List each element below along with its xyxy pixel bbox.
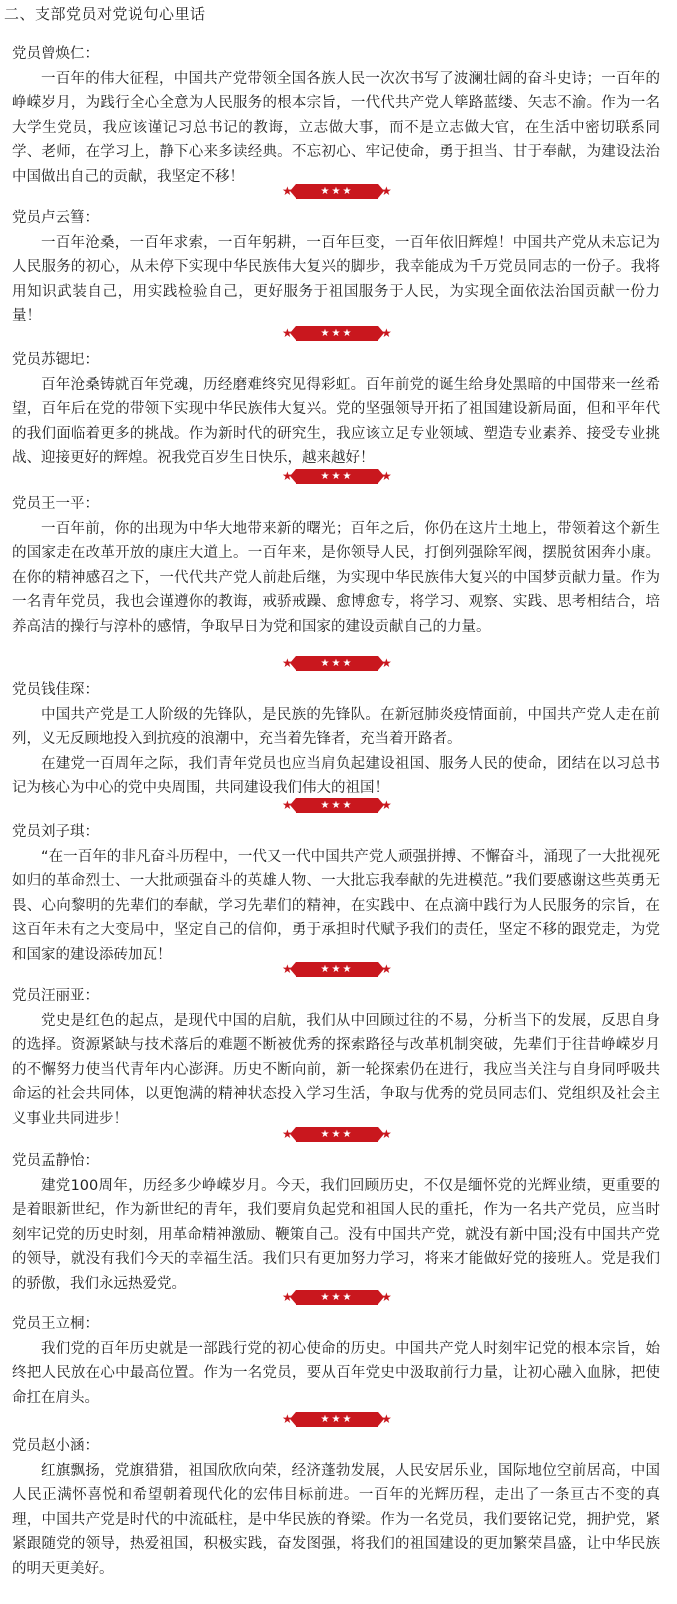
member-block xyxy=(12,984,660,1131)
member-paragraph: 建党100周年，历经多少峥嵘岁月。今天，我们回顾历史，不仅是缅怀党的光辉业绩，更重要的是着眼新世纪，作为新世纪的青年，我们要肩负起党和祖国人民的重托，作为一名共产党员，应当时刻牢记党的历史时刻，用革命精神激励、鞭策自己。没有中国共产党，就没有新中国;没有中国共产党的领导，就没有我们今天的幸福生活。我们只有更加努力学习，将来才能做好党的接班人。党是我们的骄傲，我们永远热爱党。 xyxy=(12,1177,660,1292)
star-divider xyxy=(0,798,677,812)
member-block xyxy=(12,1149,660,1296)
star-icon: ★ xyxy=(282,1290,293,1304)
member-name: 党员卢云篲： xyxy=(12,210,99,226)
star-icon: ★ xyxy=(381,798,392,812)
member-block xyxy=(12,492,660,639)
star-icon: ★ xyxy=(282,962,293,976)
member-paragraph: “在一百年的非凡奋斗历程中，一代又一代中国共产党人顽强拼搏、不懈奋斗，涌现了一大批视死如归的革命烈士、一大批顽强奋斗的英雄人物、一大批忘我奉献的先进模范。”我们要感谢这些英勇无畏、心向黎明的先辈们的奉献，学习先辈们的精神，在实践中、在点滴中践行为人民服务的宗旨，在这百年未有之大变局中，坚定自己的信仰，勇于承担时代赋予我们的责任，坚定不移的跟党走，为党和国家的建设添砖加瓦！ xyxy=(12,848,660,963)
ribbon-banner: ★★★ xyxy=(296,184,378,199)
member-name: 党员王一平： xyxy=(12,496,99,512)
star-divider xyxy=(0,326,677,340)
member-paragraph: 百年沧桑铸就百年党魂，历经磨难终究见得彩虹。百年前党的诞生给身处黑暗的中国带来一丝希望，百年后在党的带领下实现中华民族伟大复兴。党的坚强领导开拓了祖国建设新局面，但和平年代的我们面临着更多的挑战。作为新时代的研究生，我应该立足专业领域、塑造专业素养、接受专业挑战、迎接更好的辉煌。祝我党百岁生日快乐，越来越好！ xyxy=(12,376,660,466)
member-name: 党员赵小涵： xyxy=(12,1438,99,1454)
star-divider xyxy=(0,184,677,198)
star-icon: ★ xyxy=(381,326,392,340)
star-icon: ★ xyxy=(282,1412,293,1426)
ribbon-banner: ★★★ xyxy=(296,1127,378,1142)
member-name: 党员汪丽亚： xyxy=(12,988,99,1004)
star-icon: ★ xyxy=(282,184,293,198)
member-block xyxy=(12,348,660,471)
ribbon-banner: ★★★ xyxy=(296,1412,378,1427)
ribbon-banner: ★★★ xyxy=(296,798,378,813)
star-icon: ★ xyxy=(282,798,293,812)
star-divider xyxy=(0,962,677,976)
member-block xyxy=(12,42,660,189)
member-name: 党员钱佳琛： xyxy=(12,682,99,698)
ribbon-banner: ★★★ xyxy=(296,1290,378,1305)
star-divider xyxy=(0,1127,677,1141)
star-divider xyxy=(0,656,677,670)
member-block xyxy=(12,820,660,967)
section-heading: 二、支部党员对党说句心里话 xyxy=(4,5,206,23)
member-block xyxy=(12,1434,660,1581)
star-icon: ★ xyxy=(381,962,392,976)
member-paragraph: 一百年沧桑，一百年求索，一百年躬耕，一百年巨变，一百年依旧辉煌！中国共产党从未忘记为人民服务的初心，从未停下实现中华民族伟大复兴的脚步，我幸能成为千万党员同志的一份子。我将用知识武装自己，用实践检验自己，更好服务于祖国服务于人民，为实现全面依法治国贡献一份力量！ xyxy=(12,234,660,324)
member-paragraph: 一百年的伟大征程，中国共产党带领全国各族人民一次次书写了波澜壮阔的奋斗史诗；一百年的峥嵘岁月，为践行全心全意为人民服务的根本宗旨，一代代共产党人筚路蓝缕、矢志不渝。作为一名大学生党员，我应该谨记习总书记的教诲，立志做大事，而不是立志做大官，在生活中密切联系同学、老师，在学习上，静下心来多读经典。不忘初心、牢记使命，勇于担当、甘于奉献，为建设法治中国做出自己的贡献，我坚定不移！ xyxy=(12,70,660,185)
star-icon: ★ xyxy=(381,656,392,670)
member-paragraph: 红旗飘扬，党旗猎猎，祖国欣欣向荣，经济蓬勃发展，人民安居乐业，国际地位空前居高，中国人民正满怀喜悦和希望朝着现代化的宏伟目标前进。一百年的光辉历程，走出了一条亘古不变的真理，中国共产党是时代的中流砥柱，是中华民族的脊梁。作为一名党员，我们要铭记党，拥护党，紧紧跟随党的领导，热爱祖国，积极实践，奋发图强，将我们的祖国建设的更加繁荣昌盛，让中华民族的明天更美好。 xyxy=(12,1462,660,1577)
member-paragraph: 中国共产党是工人阶级的先锋队，是民族的先锋队。在新冠肺炎疫情面前，中国共产党人走在前列，义无反顾地投入到抗疫的浪潮中，充当着先锋者，充当着开路者。 xyxy=(12,706,660,747)
star-icon: ★ xyxy=(381,184,392,198)
ribbon-banner: ★★★ xyxy=(296,656,378,671)
star-icon: ★ xyxy=(381,1290,392,1304)
member-block xyxy=(12,206,660,329)
ribbon-banner: ★★★ xyxy=(296,469,378,484)
star-divider xyxy=(0,1412,677,1426)
member-name: 党员苏锶圯： xyxy=(12,352,99,368)
member-name: 党员刘子琪： xyxy=(12,824,99,840)
member-name: 党员孟静怡： xyxy=(12,1153,99,1169)
member-paragraph: 一百年前，你的出现为中华大地带来新的曙光；百年之后，你仍在这片土地上，带领着这个新生的国家走在改革开放的康庄大道上。一百年来，是你领导人民，打倒列强除军阀，摆脱贫困奔小康。在你的精神感召之下，一代代共产党人前赴后继，为实现中华民族伟大复兴的中国梦贡献力量。作为一名青年党员，我也会谨遵你的教诲，戒骄戒躁、愈博愈专，将学习、观察、实践、思考相结合，培养高洁的操行与淳朴的感情，争取早日为党和国家的建设贡献自己的力量。 xyxy=(12,520,660,635)
member-name: 党员王立桐： xyxy=(12,1316,99,1332)
star-divider xyxy=(0,1290,677,1304)
star-icon: ★ xyxy=(282,326,293,340)
member-block xyxy=(12,1312,660,1410)
member-paragraph: 我们党的百年历史就是一部践行党的初心使命的历史。中国共产党人时刻牢记党的根本宗旨，始终把人民放在心中最高位置。作为一名党员，要从百年党史中汲取前行力量，让初心融入血脉，把使命扛在肩头。 xyxy=(12,1340,660,1406)
ribbon-banner: ★★★ xyxy=(296,962,378,977)
member-paragraph: 党史是红色的起点，是现代中国的启航，我们从中回顾过往的不易，分析当下的发展，反思自身的选择。资源紧缺与技术落后的难题不断被优秀的探索路径与改革机制突破，先辈们于往昔峥嵘岁月的不懈努力使当代青年内心澎湃。历史不断向前，新一轮探索仍在进行，我应当关注与自身同呼吸共命运的社会共同体，以更饱满的精神状态投入学习生活，争取与优秀的党员同志们、党组织及社会主义事业共同进步！ xyxy=(12,1012,660,1127)
star-icon: ★ xyxy=(381,469,392,483)
star-icon: ★ xyxy=(381,1412,392,1426)
ribbon-banner: ★★★ xyxy=(296,326,378,341)
star-icon: ★ xyxy=(381,1127,392,1141)
member-block xyxy=(12,678,660,801)
star-icon: ★ xyxy=(282,469,293,483)
star-icon: ★ xyxy=(282,656,293,670)
member-name: 党员曾焕仁： xyxy=(12,46,99,62)
star-divider xyxy=(0,469,677,483)
member-paragraph: 在建党一百周年之际，我们青年党员也应当肩负起建设祖国、服务人民的使命，团结在以习总书记为核心为中心的党中央周围，共同建设我们伟大的祖国！ xyxy=(12,755,660,796)
star-icon: ★ xyxy=(282,1127,293,1141)
